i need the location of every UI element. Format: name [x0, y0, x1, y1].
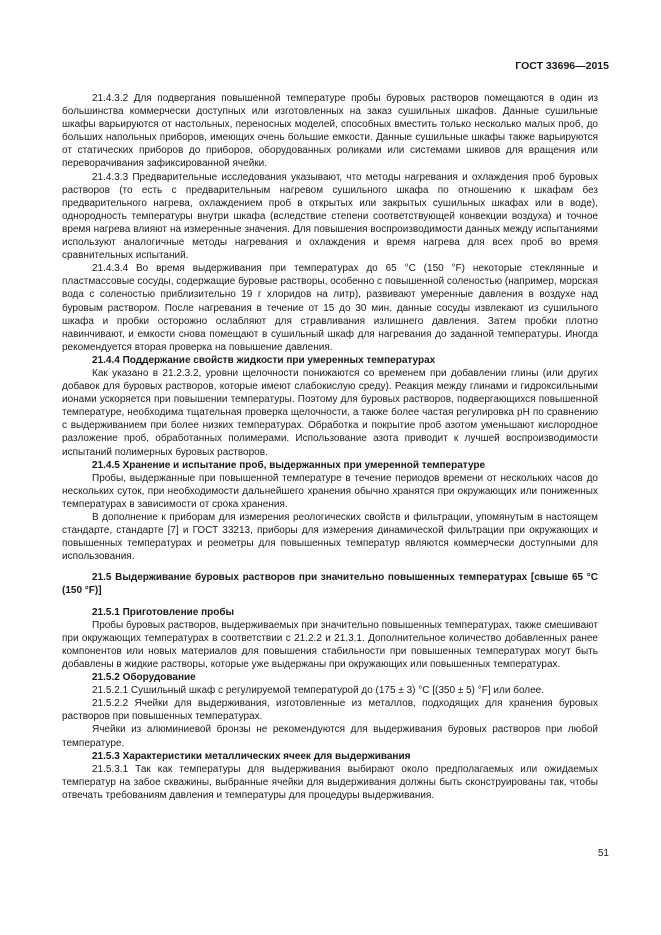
- paragraph-21-5-2-1: 21.5.2.1 Сушильный шкаф с регулируемой температурой до (175 ± 3) °С [(350 ± 5) °F] или более.: [92, 685, 545, 697]
- paragraph-21-5-3-1: 21.5.3.1 Так как температуры для выдерживания выбирают около предполагаемых или ожидаемых температур на забое скважины, выбранные ячейки для выдерживания должны быть сконструированы так, чтобы отвечать требованиям давления и температуры для процедуры выдерживания.: [62, 763, 598, 801]
- heading-21-5: 21.5 Выдерживание буровых растворов при значительно повышенных температурах [свыше 65 °С (150 °F)]: [62, 572, 598, 597]
- heading-21-4-5: 21.4.5 Хранение и испытание проб, выдержанных при умеренной температуре: [92, 459, 486, 471]
- standard-header: ГОСТ 33696—2015: [515, 60, 609, 72]
- heading-21-4-4: 21.4.4 Поддержание свойств жидкости при умеренных температурах: [92, 354, 436, 366]
- page-number: 51: [597, 848, 609, 859]
- paragraph-instruments: В дополнение к приборам для измерения реологических свойств и фильтрации, упомянутым в настоящем стандарте, стандарте [7] и ГОСТ 33213, приборы для измерения динамической фильтрации при окружающих и повышенных температурах и реометры для повышенных температур являются коммерчески доступными для использования.: [62, 512, 598, 563]
- paragraph-storage: Пробы, выдержанные при повышенной температуре в течение периодов времени от нескольких часов до нескольких суток, при необходимости дальнейшего хранения обычно хранятся при окружающих или пониженных температурах в зависимости от срока хранения.: [62, 472, 598, 510]
- heading-21-5-2: 21.5.2 Оборудование: [92, 672, 196, 684]
- document-body: [62, 92, 598, 802]
- heading-21-5-3: 21.5.3 Характеристики металлических ячеек для выдерживания: [92, 750, 411, 762]
- paragraph-bronze-note: Ячейки из алюминиевой бронзы не рекомендуются для выдерживания буровых растворов при любой температуре.: [62, 724, 598, 749]
- paragraph-21-5-2-2: 21.5.2.2 Ячейки для выдерживания, изготовленные из металлов, подходящих для хранения буровых растворов при повышенных температурах.: [62, 698, 598, 723]
- heading-21-5-1: 21.5.1 Приготовление пробы: [92, 606, 235, 618]
- paragraph-21-4-3-3: 21.4.3.3 Предварительные исследования указывают, что методы нагревания и охлаждения проб буровых растворов (то есть с предварительным нагревом сушильного шкафа по отношению к шкафам без предварительного нагрева, охлаждением проб в открытых или закрытых сушильных шкафах или в воде), однородность температуры внутри шкафа (вследствие степени соответствующей конвекции воздуха) и точное время нагрева влияют на измеренные значения. Для повышения воспроизводимости данных между испытаниями используют аналогичные методы нагревания и охлаждения и время нагрева для всех проб во время сравнительных испытаний.: [62, 171, 598, 262]
- paragraph-alkalinity: Как указано в 21.2.3.2, уровни щелочности понижаются со временем при добавлении глины (или других добавок для буровых растворов, которые имеют слабокислую среду). Реакция между глинами и гидроксильными ионами ускоряется при повышении температуры. Поэтому для буровых растворов, подвергающихся повышенной температуре, необходима тщательная проверка щелочности, а также более частая регулировка pH по сравнению с выдерживанием при более низких температурах. Обработка и покрытие проб азотом уменьшают кислородное разложение проб, обработанных полимерами. Использование азота приводит к лучшей воспроизводимости испытаний полимерных буровых растворов.: [62, 367, 598, 458]
- paragraph-21-4-3-2: 21.4.3.2 Для подвергания повышенной температуре пробы буровых растворов помещаются в один из большинства коммерчески доступных или изготовленных на заказ сушильных шкафов. Данные сушильные шкафы варьируются от настольных, переносных моделей, способных вместить только несколько малых проб, до больших напольных приборов, имеющих очень большие емкости. Данные сушильные шкафы также варьируются от статических приборов до приборов, оборудованных роликами или системами шкивов для вращения или переворачивания зафиксированной ячейки.: [62, 93, 598, 170]
- paragraph-sample-prep: Пробы буровых растворов, выдерживаемых при значительно повышенных температурах, также смешивают при окружающих температурах в соответствии с 21.2.2 и 21.3.1. Дополнительное количество добавленных ранее компонентов или новых материалов для повышения стабильности при повышенных температурах могут быть добавлены в жидкие растворы, которые уже выдержаны при окружающих или повышенных температурах.: [62, 619, 598, 670]
- paragraph-21-4-3-4: 21.4.3.4 Во время выдерживания при температурах до 65 °С (150 °F) некоторые стеклянные и пластмассовые сосуды, содержащие буровые растворы, особенно с повышенной соленостью (например, морская вода с соленостью приблизительно 19 г хлоридов на литр), развивают умеренные давления в воздухе над буровым раствором. После нагревания в течение от 15 до 30 мин. данные сосуды извлекают из сушильного шкафа и пробки осторожно ослабляют для стравливания излишнего давления. Затем пробки плотно навинчивают, и емкости снова помещают в сушильный шкаф для нагревания до заданной температуры. Иногда рекомендуется вторая проверка на повышение давления.: [62, 263, 598, 353]
